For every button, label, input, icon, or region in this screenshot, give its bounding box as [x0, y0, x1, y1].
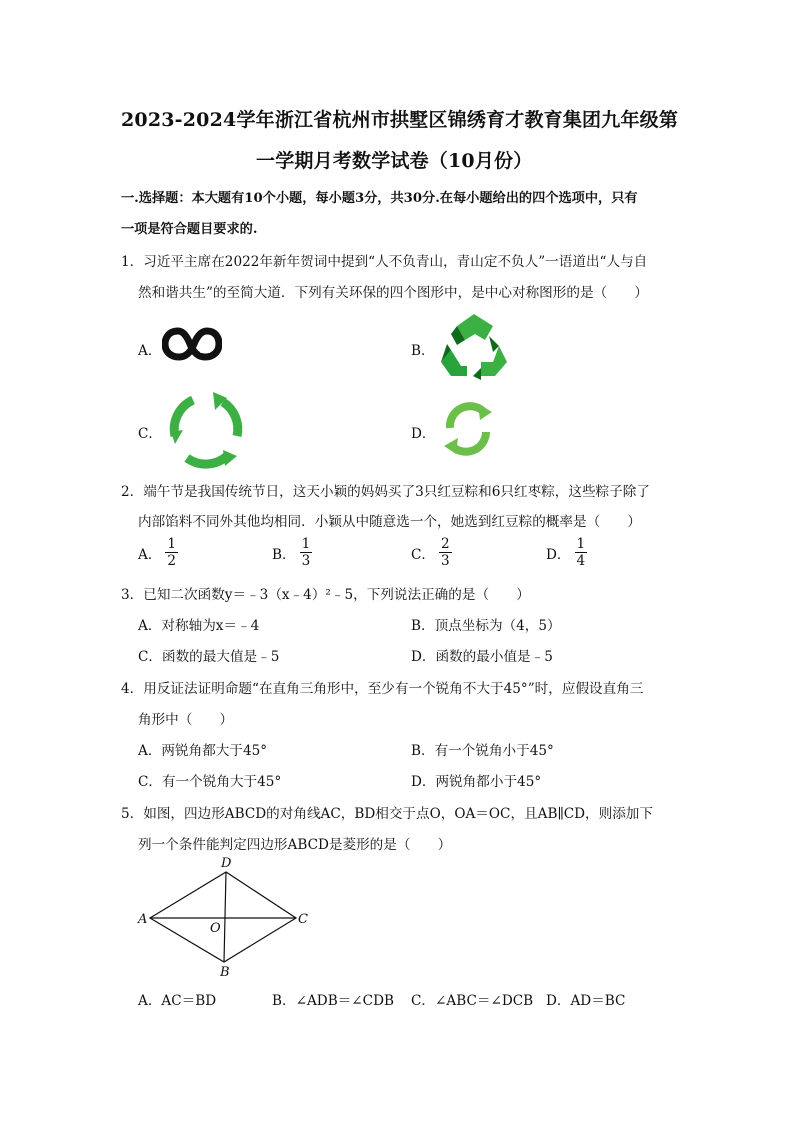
q2-option-c-fraction — [439, 538, 452, 568]
denominator: 4 — [576, 552, 586, 569]
q4-stem-line2: 角形中（ ） — [138, 712, 234, 728]
center-label-o: O — [210, 921, 221, 936]
q2-option-c-label: C． — [411, 547, 435, 564]
q5-option-a: A．AC＝BD — [138, 993, 217, 1009]
q5-stem-line1: 5．如图，四边形ABCD的对角线AC，BD相交于点O，OA＝OC，且AB∥CD，则添加下 — [121, 806, 653, 822]
numerator: 1 — [301, 536, 311, 552]
diagonal-bd — [224, 872, 226, 962]
q2-option-b-label: B． — [272, 547, 296, 564]
rhombus-figure — [132, 852, 322, 980]
quadrilateral-abcd — [150, 872, 296, 962]
q2-stem-line2: 内部馅料不同外其他均相同．小颖从中随意选一个，她选到红豆粽的概率是（ ） — [138, 514, 641, 530]
q1-option-b-label: B． — [411, 343, 435, 359]
q4-option-a: A．两锐角都大于45° — [138, 743, 268, 759]
q2-option-c — [411, 538, 452, 568]
q1-stem-line2: 然和谐共生”的至简大道．下列有关环保的四个图形中，是中心对称图形的是（ ） — [138, 285, 648, 301]
two-arrow-cycle-icon — [438, 398, 498, 460]
q2-option-d-label: D． — [546, 547, 571, 564]
vertex-label-b: B — [220, 965, 230, 980]
denominator: 2 — [167, 552, 177, 569]
numerator: 2 — [441, 536, 450, 552]
denominator: 3 — [301, 552, 311, 569]
q1-option-c-label: C． — [138, 426, 162, 442]
q3-option-d: D．函数的最小值是﹣5 — [411, 649, 553, 665]
q1-option-a-label: A． — [138, 343, 162, 359]
q4-option-c: C．有一个锐角大于45° — [138, 774, 282, 790]
q4-option-d: D．两锐角都小于45° — [411, 774, 542, 790]
q2-option-a-label: A． — [138, 547, 162, 564]
exam-title-line2: 一学期月考数学试卷（10月份） — [256, 150, 533, 172]
q2-option-d — [546, 538, 587, 568]
q4-option-b: B．有一个锐角小于45° — [411, 743, 554, 759]
q5-option-c: C．∠ABC＝∠DCB — [411, 993, 534, 1009]
q1-option-d-label: D． — [411, 426, 436, 442]
q2-option-a-fraction — [165, 538, 178, 568]
q2-option-d-fraction — [575, 538, 588, 568]
q5-stem-line2: 列一个条件能判定四边形ABCD是菱形的是（ ） — [138, 837, 452, 853]
q1-stem-line1: 1．习近平主席在2022年新年贺词中提到“人不负青山，青山定不负人”一语道出“人与自 — [121, 254, 648, 270]
q3-stem: 3．已知二次函数y＝﹣3（x﹣4）²﹣5，下列说法正确的是（ ） — [121, 587, 530, 603]
exam-title-line1: 2023-2024学年浙江省杭州市拱墅区锦绣育才教育集团九年级第 — [121, 109, 679, 131]
vertex-label-a: A — [138, 912, 148, 927]
circular-arrows-icon — [165, 390, 245, 470]
vertex-label-d: D — [221, 856, 232, 871]
q5-option-d: D．AD＝BC — [546, 993, 626, 1009]
q3-option-a: A．对称轴为x＝﹣4 — [138, 618, 260, 634]
numerator: 1 — [576, 536, 586, 552]
denominator: 3 — [441, 552, 450, 569]
q2-stem-line1: 2．端午节是我国传统节日，这天小颖的妈妈买了3只红豆粽和6只红枣粽，这些粽子除了 — [121, 484, 650, 500]
q2-option-a — [138, 538, 178, 568]
recycle-triangle-icon — [437, 310, 512, 380]
q3-option-c: C．函数的最大值是﹣5 — [138, 649, 280, 665]
section-header-line1: 一.选择题：本大题有10个小题，每小题3分，共30分.在每小题给出的四个选项中，只有 — [121, 191, 638, 206]
numerator: 1 — [167, 536, 177, 552]
q2-option-b-fraction — [300, 538, 313, 568]
q2-option-b — [272, 538, 312, 568]
vertex-label-c: C — [298, 912, 308, 927]
q5-option-b: B．∠ADB＝∠CDB — [272, 993, 394, 1009]
section-header-line2: 一项是符合题目要求的. — [121, 222, 258, 237]
q3-option-b: B．顶点坐标为（4，5） — [411, 618, 561, 634]
infinity-recycle-icon — [162, 327, 222, 361]
q4-stem-line1: 4．用反证法证明命题“在直角三角形中，至少有一个锐角不大于45°”时，应假设直角三 — [121, 681, 644, 697]
